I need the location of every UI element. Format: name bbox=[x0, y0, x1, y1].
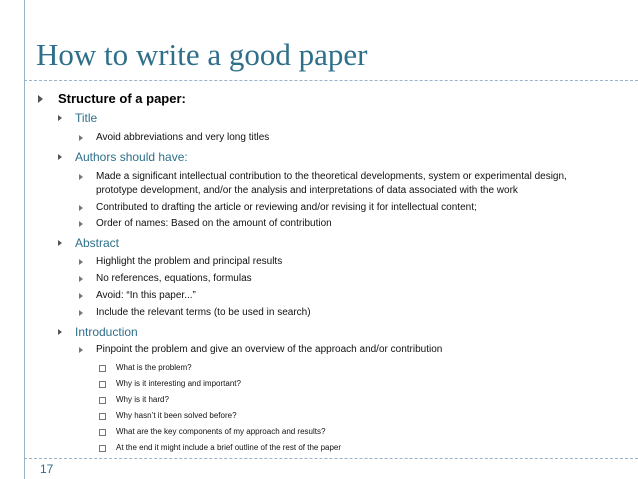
page-number: 17 bbox=[40, 462, 54, 476]
square-bullet-icon bbox=[99, 429, 106, 436]
square-bullet-icon bbox=[99, 381, 106, 388]
square-bullet-icon bbox=[99, 413, 106, 420]
bullet-arrow-icon bbox=[79, 205, 83, 211]
left-vertical-rule bbox=[24, 0, 25, 479]
square-bullet-icon bbox=[99, 365, 106, 372]
bullet-arrow-icon bbox=[58, 329, 62, 335]
bullet-arrow-icon bbox=[79, 259, 83, 265]
bullet-arrow-icon bbox=[79, 221, 83, 227]
title-divider bbox=[24, 80, 638, 81]
bullet-arrow-icon bbox=[58, 154, 62, 160]
slide-title: How to write a good paper bbox=[36, 37, 368, 72]
bullet-arrow-icon bbox=[38, 95, 43, 103]
bullet-title-label: Title bbox=[75, 111, 98, 125]
bullet-arrow-icon bbox=[79, 276, 83, 282]
bullet-authors-label: Authors should have: bbox=[75, 150, 188, 164]
bullet-arrow-icon bbox=[79, 293, 83, 299]
square-bullet-icon bbox=[99, 445, 106, 452]
slide: How to write a good paper Structure of a paper: Title Avoid abbreviations and very long titles Authors should have: Made a significant intellectual contribution to the theoretical developments, system or experimental design, prototype development, and/or the analysis and interpretations of data associated with the work Contributed to drafting the article or reviewing and/or revising it for intellectual content; Order of names: Based on the amount of contribution Abstract Highlight the problem and principal results No references, equations, formulas Avoid: “In this paper...” Include the relevant terms (to be used in search) Introduction Pinpoint the problem and give an overview of the approach and/or contribution What is the problem? Why is it interesting and important? Why is it hard? Why hasn’t it been solved before? What are the key components of my approach and results? At the end it might include a brief outline of the rest of the paper 17 bbox=[0, 0, 638, 479]
bullet-arrow-icon bbox=[79, 310, 83, 316]
bullet-abstract-label: Abstract bbox=[75, 236, 120, 250]
bullet-arrow-icon bbox=[79, 135, 83, 141]
bullet-introduction-label: Introduction bbox=[75, 325, 138, 339]
bullet-arrow-icon bbox=[58, 240, 62, 246]
bullet-arrow-icon bbox=[79, 347, 83, 353]
square-bullet-icon bbox=[99, 397, 106, 404]
bullet-arrow-icon bbox=[79, 174, 83, 180]
section-heading-text: Structure of a paper: bbox=[58, 91, 186, 106]
bullet-arrow-icon bbox=[58, 115, 62, 121]
footer-divider bbox=[24, 458, 638, 459]
